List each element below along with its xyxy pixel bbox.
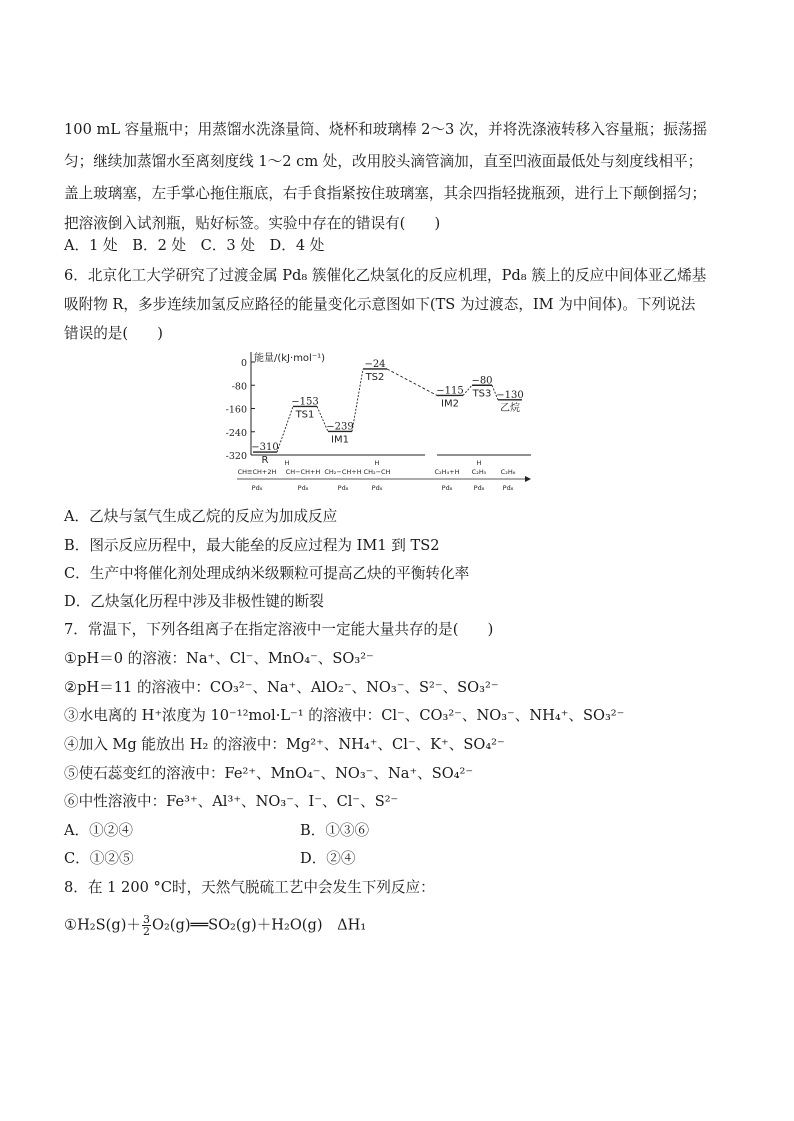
energy-value-label: −24 bbox=[364, 358, 386, 370]
species-label: CH≡CH+2H bbox=[237, 468, 277, 476]
q5-line-3: 盖上玻璃塞，左手掌心拖住瓶底，右手食指紧按住玻璃塞，其余四指轻拢瓶颈，进行上下颠倒摇匀； bbox=[64, 185, 707, 202]
energy-value-label: −239 bbox=[326, 421, 354, 433]
q6-line-2: 吸附物 R，多步连续加氢反应路径的能量变化示意图如下(TS 为过渡态，IM 为中间体)。下列说法 bbox=[64, 296, 696, 313]
h-atom-mark: H bbox=[284, 459, 290, 467]
state-name-label: IM1 bbox=[331, 434, 349, 446]
catalyst-label: Pd₈ bbox=[371, 484, 383, 492]
energy-connector bbox=[277, 406, 293, 452]
species-label: CH−CH+H bbox=[285, 468, 321, 476]
q6-line-1: 6．北京化工大学研究了过渡金属 Pd₈ 簇催化乙炔氢化的反应机理，Pd₈ 簇上的反应中间体亚乙烯基 bbox=[64, 267, 707, 284]
catalyst-label: Pd₈ bbox=[251, 484, 263, 492]
state-name-label: R bbox=[261, 455, 269, 467]
y-tick-label: -240 bbox=[225, 427, 247, 439]
energy-connector bbox=[387, 369, 437, 395]
catalyst-label: Pd₈ bbox=[441, 484, 453, 492]
q8-stem: 8．在 1 200 °C时，天然气脱硫工艺中会发生下列反应： bbox=[64, 879, 435, 896]
q7-item-2: ②pH＝11 的溶液中：CO₃²⁻、Na⁺、AlO₂⁻、NO₃⁻、S²⁻、SO₃²⁻ bbox=[64, 679, 499, 696]
catalyst-label: Pd₈ bbox=[473, 484, 485, 492]
energy-diagram bbox=[225, 348, 537, 496]
y-axis-label: 能量/(kJ·mol⁻¹) bbox=[254, 353, 326, 364]
energy-value-label: −310 bbox=[251, 442, 279, 454]
species-label: C₂H₆ bbox=[500, 468, 516, 476]
q7-item-1: ①pH＝0 的溶液：Na⁺、Cl⁻、MnO₄⁻、SO₃²⁻ bbox=[64, 650, 374, 667]
q7-item-6: ⑥中性溶液中：Fe³⁺、Al³⁺、NO₃⁻、I⁻、Cl⁻、S²⁻ bbox=[64, 793, 399, 810]
state-name-label: 乙烷 bbox=[500, 402, 520, 414]
species-label: C₂H₅ bbox=[471, 468, 487, 476]
species-label: C₂H₄+H bbox=[434, 468, 460, 476]
species-label: CH₂−CH+H bbox=[324, 468, 362, 476]
y-tick-label: -160 bbox=[225, 404, 247, 416]
q6-option-d: D．乙炔氢化历程中涉及非极性键的断裂 bbox=[64, 593, 324, 610]
q5-line-1: 100 mL 容量瓶中；用蒸馏水洗涤量筒、烧杯和玻璃棒 2～3 次，并将洗涤液转移入容量瓶；振荡摇 bbox=[64, 121, 708, 138]
species-arrowhead bbox=[525, 476, 531, 482]
q7-item-5: ⑤使石蕊变红的溶液中：Fe²⁺、MnO₄⁻、NO₃⁻、Na⁺、SO₄²⁻ bbox=[64, 765, 474, 782]
q8-eq-prefix: ①H₂S(g)＋ bbox=[64, 916, 141, 934]
h-atom-mark: H bbox=[476, 459, 482, 467]
state-name-label: TS2 bbox=[365, 371, 385, 383]
q7-item-3: ③水电离的 H⁺浓度为 10⁻¹²mol·L⁻¹ 的溶液中：Cl⁻、CO₃²⁻、NO₃⁻、NH₄⁺、SO₃²⁻ bbox=[64, 707, 625, 724]
energy-value-label: −80 bbox=[471, 375, 493, 387]
q7-item-4: ④加入 Mg 能放出 H₂ 的溶液中：Mg²⁺、NH₄⁺、Cl⁻、K⁺、SO₄²⁻ bbox=[64, 736, 505, 753]
species-label: CH₂−CH bbox=[363, 468, 391, 476]
q6-option-a: A．乙炔与氢气生成乙烷的反应为加成反应 bbox=[64, 508, 338, 525]
q5-line-2: 匀；继续加蒸馏水至离刻度线 1～2 cm 处，改用胶头滴管滴加，直至凹液面最低处与刻度线相平； bbox=[64, 153, 703, 170]
energy-connector bbox=[463, 385, 472, 395]
catalyst-label: Pd₈ bbox=[337, 484, 349, 492]
energy-value-label: −130 bbox=[496, 389, 524, 401]
state-name-label: TS1 bbox=[295, 409, 315, 421]
q5-options: A．1 处 B．2 处 C．3 处 D．4 处 bbox=[64, 237, 325, 254]
q6-option-c: C．生产中将催化剂处理成纳米级颗粒可提高乙炔的平衡转化率 bbox=[64, 565, 470, 582]
state-name-label: TS3 bbox=[472, 388, 492, 400]
q7-stem: 7．常温下，下列各组离子在指定溶液中一定能大量共存的是( ) bbox=[64, 621, 494, 638]
q8-frac-den: 2 bbox=[142, 925, 150, 938]
catalyst-label: Pd₈ bbox=[502, 484, 514, 492]
catalyst-label: Pd₈ bbox=[297, 484, 309, 492]
q8-eq-suffix: O₂(g)══SO₂(g)＋H₂O(g) ΔH₁ bbox=[151, 916, 367, 934]
q7-option-a: A．①②④ bbox=[64, 822, 133, 839]
energy-value-label: −153 bbox=[291, 396, 319, 408]
q8-frac-num: 3 bbox=[142, 913, 150, 926]
h-atom-mark: H bbox=[374, 459, 380, 467]
q7-option-b: B．①③⑥ bbox=[300, 822, 370, 839]
q6-line-3: 错误的是( ) bbox=[64, 325, 163, 342]
q7-option-d: D．②④ bbox=[300, 850, 356, 867]
q5-line-4: 把溶液倒入试剂瓶，贴好标签。实验中存在的错误有( ) bbox=[64, 215, 441, 232]
q8-equation bbox=[64, 914, 366, 937]
y-tick-label: -320 bbox=[225, 451, 247, 462]
energy-diagram-svg bbox=[225, 348, 537, 496]
y-tick-label: -80 bbox=[231, 381, 247, 393]
state-name-label: IM2 bbox=[441, 398, 459, 410]
q7-option-c: C．①②⑤ bbox=[64, 850, 134, 867]
y-tick-label: 0 bbox=[240, 358, 247, 369]
q6-option-b: B．图示反应历程中，最大能垒的反应过程为 IM1 到 TS2 bbox=[64, 537, 440, 554]
energy-value-label: −115 bbox=[436, 385, 464, 397]
q8-fraction bbox=[142, 914, 151, 937]
